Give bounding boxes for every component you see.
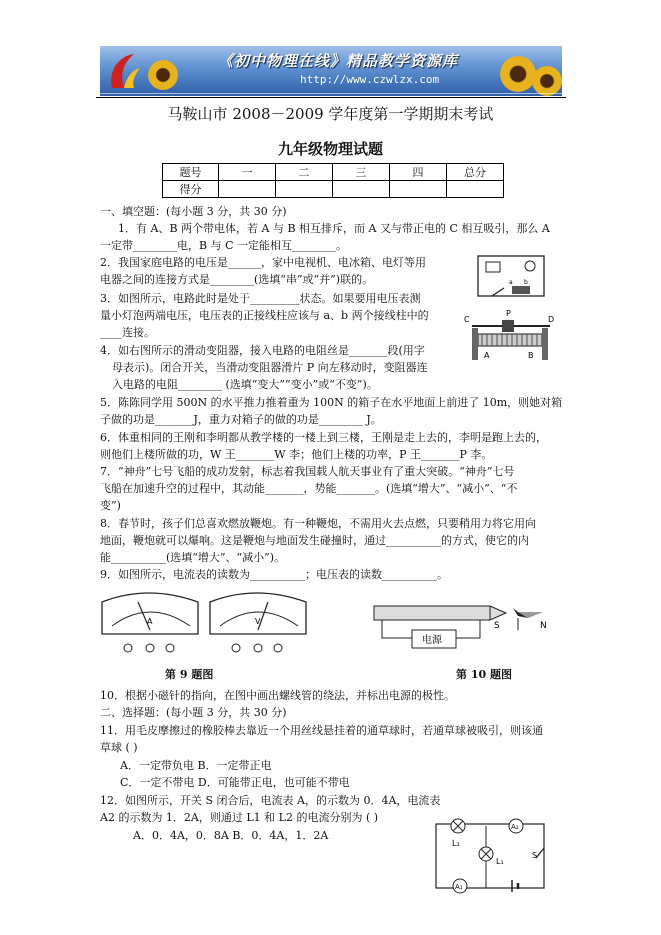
rheo-label: P: [506, 309, 511, 318]
table-cell: 四: [390, 164, 447, 181]
option-text: A．一定带负电 B．一定带正电: [120, 759, 272, 772]
rheo-label: B: [528, 351, 534, 360]
question-text: 11．用毛皮摩擦过的橡胶棒去靠近一个用丝线悬挂着的通草球时，若通草球被吸引，则该通: [100, 724, 543, 737]
magnet-n-label: N: [540, 621, 547, 631]
header-divider: [96, 97, 566, 98]
question-text: 1．有 A、B 两个带电体，若 A 与 B 相互排斥，而 A 又与带正电的 C 相互吸引，那么 A: [118, 222, 550, 235]
svg-text:A: A: [147, 617, 153, 626]
q12-circuit-figure: [428, 814, 554, 898]
question-text: A2 的示数为 1．2A，则通过 L1 和 L2 的电流分别为 ( ): [100, 811, 379, 824]
table-cell: 三: [333, 164, 390, 181]
question-text: 10．根据小磁针的指向，在图中画出螺线管的绕法，并标出电源的极性。: [100, 689, 455, 702]
table-cell: 一: [219, 164, 276, 181]
figure-caption: 第 9 题图: [165, 668, 214, 681]
question-text: 量小灯泡两端电压，电压表的正接线柱应该与 a、b 两个接线柱中的: [100, 309, 429, 322]
circuit-label: A₂: [511, 823, 519, 831]
circuit-label: S: [532, 851, 538, 860]
magnet-s-label: S: [494, 621, 500, 631]
table-row: [163, 164, 504, 181]
power-label: 电源: [422, 635, 442, 646]
question-text: 9．如图所示，电流表的读数为__________；电压表的读数__________。: [100, 568, 448, 581]
table-cell: 二: [276, 164, 333, 181]
logo-icon: [104, 50, 144, 92]
ammeter-icon: [102, 593, 198, 652]
voltmeter-icon: [210, 593, 306, 652]
option-text: C．一定不带电 D．可能带正电，也可能不带电: [120, 776, 350, 789]
score-cell[interactable]: [276, 181, 333, 198]
question-text: 12．如图所示，开关 S 闭合后，电流表 A，的示数为 0．4A，电流表: [100, 794, 441, 807]
q3-circuit-figure: [472, 250, 552, 306]
question-text: 地面，鞭炮就可以爆响。这是鞭炮与地面发生碰撞时，通过__________的方式，使它的内: [100, 534, 529, 547]
sunflower-icon: [532, 66, 562, 96]
table-cell: 题号: [163, 164, 219, 181]
table-cell: 总分: [447, 164, 504, 181]
question-text: 能__________(选填“增大”、“减小”)。: [100, 551, 286, 564]
circuit-label: L₂: [452, 839, 460, 848]
question-text: ____连接。: [100, 326, 155, 339]
question-text: 草球 ( ): [100, 741, 138, 754]
exam-title: 马鞍山市 2008－2009 学年度第一学期期末考试: [167, 105, 494, 123]
sunflower-icon: [500, 56, 536, 92]
svg-text:V: V: [255, 617, 261, 626]
rheo-label: A: [484, 351, 490, 360]
rheostat-figure: [462, 308, 558, 368]
option-text: A．0．4A，0．8A B．0．4A，1．2A: [133, 829, 329, 842]
question-text: 入电路的电阻________ (选填“变大”“变小”或“不变”)。: [112, 378, 378, 391]
banner-title: 《初中物理在线》精品教学资源库: [218, 52, 459, 70]
svg-text:a: a: [509, 279, 513, 286]
question-text: 5．陈陈同学用 500N 的水平推力推着重为 100N 的箱子在水平地面上前进了 10m，则她对箱: [100, 396, 563, 409]
question-text: 子做的功是_______J，重力对箱子的做的功是________ J。: [100, 413, 382, 426]
score-cell[interactable]: [333, 181, 390, 198]
rheo-label: C: [464, 315, 470, 324]
circuit-label: L₁: [496, 857, 504, 866]
question-text: 7．“神舟”七号飞船的成功发射，标志着我国载人航天事业有了重大突破。“神舟”七号: [100, 465, 515, 478]
score-cell[interactable]: [447, 181, 504, 198]
score-cell[interactable]: [219, 181, 276, 198]
score-table: [162, 163, 504, 198]
question-text: 6．体重相同的王刚和李明都从教学楼的一楼上到三楼，王刚是走上去的，李明是跑上去的，: [100, 431, 547, 444]
section-heading: 二、选择题：(每小题 3 分，共 30 分): [100, 706, 287, 719]
section-heading: 一、填空题：(每小题 3 分，共 30 分): [100, 205, 287, 218]
sunflower-icon: [148, 60, 178, 90]
question-text: 母表示)。闭合开关，当滑动变阻器滑片 P 向左移动时，变阻器连: [112, 361, 428, 374]
table-cell: 得分: [163, 181, 219, 198]
svg-text:b: b: [524, 279, 528, 286]
paper-title: 九年级物理试题: [277, 140, 383, 158]
figure-caption: 第 10 题图: [456, 668, 512, 681]
banner-url: http://www.czwlzx.com: [300, 73, 440, 86]
question-text: 8．春节时，孩子们总喜欢燃放鞭炮。有一种鞭炮，不需用火去点燃，只要稍用力将它用向: [100, 517, 536, 530]
question-text: 变”): [100, 499, 121, 512]
circuit-label: A₁: [455, 883, 463, 891]
table-row: [163, 181, 504, 198]
question-text: 2．我国家庭电路的电压是______，家中电视机、电冰箱、电灯等用: [100, 256, 426, 269]
header-banner: [100, 46, 562, 96]
question-text: 电器之间的连接方式是________(选填“串”或“并”)联的。: [100, 273, 374, 286]
question-text: 一定带________电，B 与 C 一定能相互________。: [100, 239, 347, 252]
score-cell[interactable]: [390, 181, 447, 198]
question-text: 飞船在加速升空的过程中，其动能_______，势能_______。(选填“增大”、“减小”、“不: [100, 482, 518, 495]
question-text: 4．如右图所示的滑动变阻器，接入电路的电阻丝是_______段(用字: [100, 344, 425, 357]
question-text: 则他们上楼所做的功，W 王_______W 李；他们上楼的功率，P 王_______P 李。: [100, 448, 493, 461]
rheo-label: D: [548, 315, 555, 324]
meters-figure: [98, 588, 308, 680]
solenoid-figure: [368, 598, 558, 664]
question-text: 3．如图所示，电路此时是处于_________状态。如果要用电压表测: [100, 292, 421, 305]
